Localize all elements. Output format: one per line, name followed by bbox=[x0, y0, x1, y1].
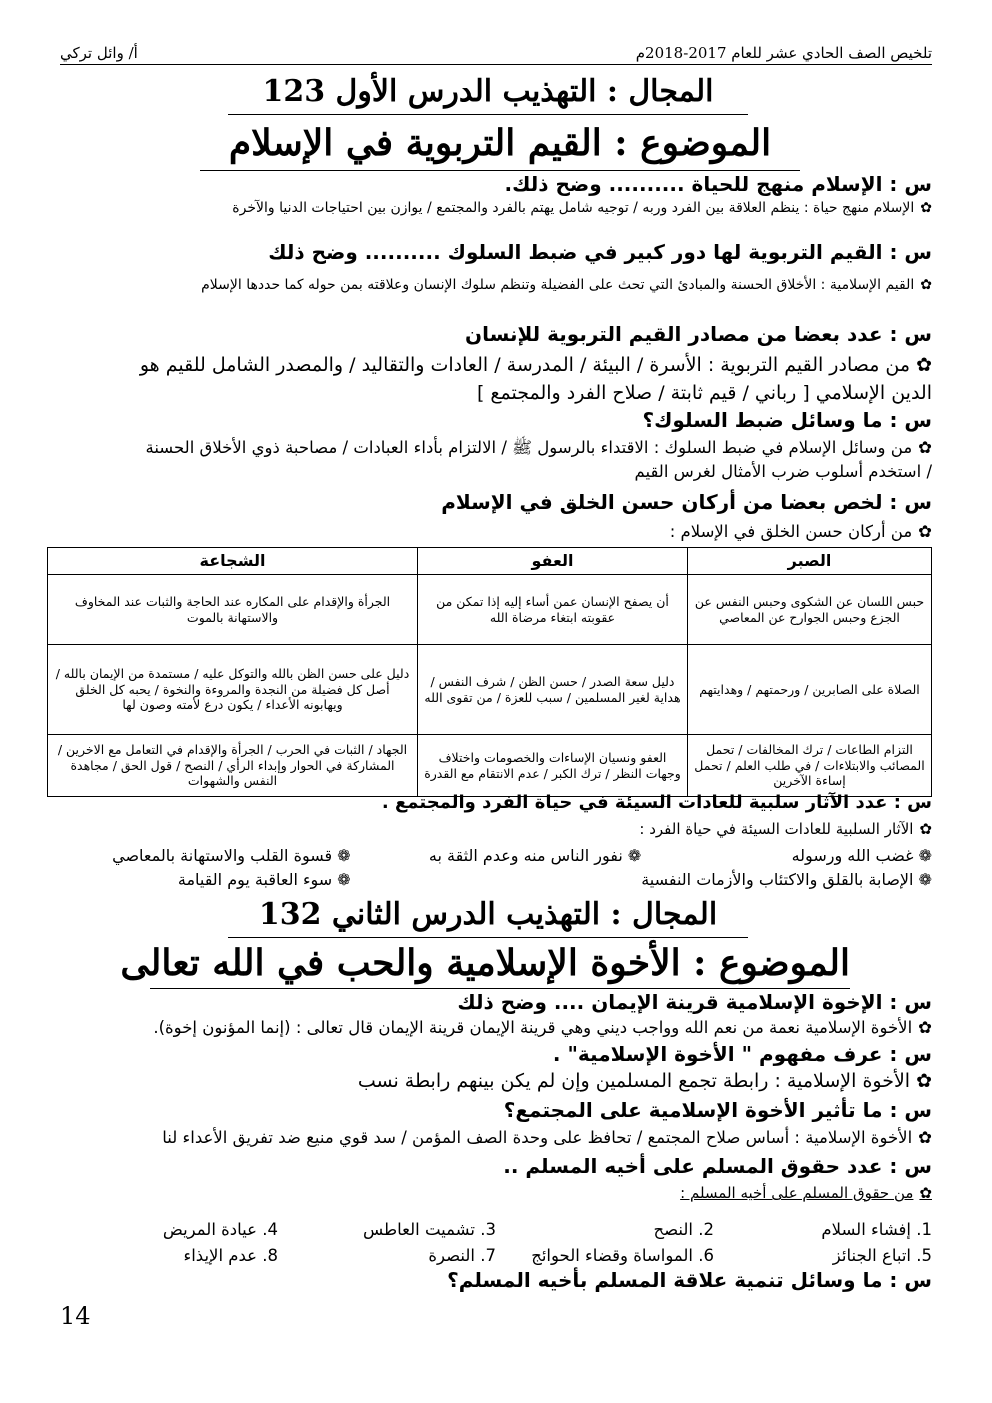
table-row bbox=[48, 575, 932, 645]
page-number: 14 bbox=[60, 1302, 91, 1330]
list-item: ❁ سوء العاقبة يوم القيامة bbox=[177, 870, 351, 889]
list-item: 8. عدم الإيذاء bbox=[183, 1246, 278, 1265]
table-row bbox=[48, 645, 932, 735]
flower-bullet-icon: ✿ bbox=[918, 1018, 932, 1037]
question-3: س : عدد بعضا من مصادر القيم التربوية للإنسان bbox=[465, 322, 932, 346]
rights-row-1 bbox=[60, 1220, 932, 1239]
table-cell: أن يصفح الإنسان عمن أساء إليه إذا تمكن من عقوبته ابتغاء مرضاة الله bbox=[418, 575, 688, 645]
table-header-row bbox=[48, 548, 932, 575]
question-5: س : لخص بعضا من أركان حسن الخلق في الإسلام bbox=[441, 490, 932, 514]
flower-bullet-icon: ✿ bbox=[919, 820, 932, 838]
table-header-cell: الشجاعة bbox=[48, 548, 418, 575]
question-6: س : عدد الآثار سلبية للعادات السيئة في حياة الفرد والمجتمع . bbox=[381, 792, 932, 813]
answer-3-line2: الدين الإسلامي [ رباني / قيم ثابتة / صلاح الفرد والمجتمع ] bbox=[476, 382, 932, 404]
lesson2-topic-title: الموضوع : الأخوة الإسلامية والحب في الله تعالى bbox=[150, 938, 850, 989]
rights-row-2 bbox=[60, 1246, 932, 1265]
list-item: 6. المواساة وقضاء الحوائج bbox=[531, 1246, 714, 1265]
flower-bullet-icon: ✿ bbox=[918, 1128, 932, 1147]
table-header-cell: الصبر bbox=[688, 548, 932, 575]
effects-row-1 bbox=[60, 846, 932, 865]
header-divider bbox=[60, 64, 932, 65]
table-cell: العفو ونسيان الإساءات والخصومات واختلاف وجهات النظر / ترك الكبر / عدم الانتقام مع القدرة bbox=[418, 735, 688, 797]
lesson1-topic-title: الموضوع : القيم التربوية في الإسلام bbox=[200, 118, 800, 171]
flower-bullet-icon: ✿ bbox=[920, 200, 932, 216]
answer-9: ✿الأخوة الإسلامية : أساس صلاح المجتمع / تحافظ على وحدة الصف المؤمن / سد قوي منيع ضد تفريق الأعداء لنا bbox=[162, 1128, 932, 1147]
sun-bullet-icon: ❁ bbox=[337, 870, 351, 889]
question-9: س : ما تأثير الأخوة الإسلامية على المجتمع؟ bbox=[503, 1098, 932, 1122]
sun-bullet-icon: ❁ bbox=[337, 846, 351, 865]
answer-7: ✿الأخوة الإسلامية نعمة من نعم الله وواجب ديني وهي قرينة الإيمان قرينة الإيمان قال تعالى : (إنما المؤنون إخوة). bbox=[153, 1018, 932, 1037]
virtues-table bbox=[47, 547, 932, 797]
answer-4-line1: ✿من وسائل الإسلام في ضبط السلوك : الاقتداء بالرسول ﷺ / الالتزام بأداء العبادات / مصاحبة ذوي الأخلاق الحسنة bbox=[145, 438, 932, 457]
list-item: ❁ غضب الله ورسوله bbox=[791, 846, 932, 865]
table-cell: دليل سعة الصدر / حسن الظن / شرف النفس / هداية لغير المسلمين / سبب للعزة / من تقوى الله bbox=[418, 645, 688, 735]
answer-2: ✿القيم الإسلامية : الأخلاق الحسنة والمبادئ التي تحث على الفضيلة وتنظم سلوك الإنسان وعلاقته بمن حوله كما حددها الإسلام bbox=[201, 277, 932, 293]
lesson1-domain-title: المجال : التهذيب الدرس الأول 123 bbox=[228, 72, 748, 115]
answer-5: ✿من أركان حسن الخلق في الإسلام : bbox=[669, 522, 932, 541]
list-item: ❁ الإصابة بالقلق والاكتئاب والأزمات النفسية bbox=[641, 870, 932, 889]
table-cell: الجرأة والإقدام على المكاره عند الحاجة والثبات عند المخاوف والاستهانة بالموت bbox=[48, 575, 418, 645]
effects-row-2 bbox=[60, 870, 932, 889]
question-8: س : عرف مفهوم " الأخوة الإسلامية" . bbox=[552, 1042, 932, 1066]
table-cell: الصلاة على الصابرين / ورحمتهم / وهدايتهم bbox=[688, 645, 932, 735]
table-cell: حبس اللسان عن الشكوى وحبس النفس عن الجزع وحبس الجوارح عن المعاصي bbox=[688, 575, 932, 645]
list-item: 3. تشميت العاطس bbox=[362, 1220, 496, 1239]
list-item: 1. إفشاء السلام bbox=[821, 1220, 932, 1239]
flower-bullet-icon: ✿ bbox=[918, 438, 932, 457]
sun-bullet-icon: ❁ bbox=[627, 846, 642, 865]
flower-bullet-icon: ✿ bbox=[918, 522, 932, 541]
table-cell: التزام الطاعات / ترك المخالفات / تحمل المصائب والابتلاءات / في طلب العلم / تحمل إساءة الآخرين bbox=[688, 735, 932, 797]
list-item: 5. اتباع الجنائز bbox=[832, 1246, 932, 1265]
lesson2-domain-title: المجال : التهذيب الدرس الثاني 132 bbox=[228, 895, 748, 938]
answer-1: ✿الإسلام منهج حياة : ينظم العلاقة بين الفرد وربه / توجيه شامل يهتم بالفرد والمجتمع / يوازن بين احتياجات الدنيا والآخرة bbox=[232, 200, 932, 216]
flower-bullet-icon: ✿ bbox=[920, 277, 932, 293]
list-item: 2. النصح bbox=[653, 1220, 714, 1239]
sun-bullet-icon: ❁ bbox=[918, 846, 932, 865]
answer-4-line2: / استخدم أسلوب ضرب الأمثال لغرس القيم bbox=[634, 462, 932, 481]
table-cell: الجهاد / الثبات في الحرب / الجرأة والإقدام في التعامل مع الاخرين / المشاركة في الحوار وإبداء الرأي / النصح / قول الحق / مجاهدة النفس والشهوات bbox=[48, 735, 418, 797]
list-item: 7. النصرة bbox=[428, 1246, 496, 1265]
header-author: أ/ وائل تركي bbox=[60, 44, 138, 62]
flower-bullet-icon: ✿ bbox=[916, 354, 932, 376]
question-10: س : عدد حقوق المسلم على أخيه المسلم .. bbox=[503, 1154, 932, 1178]
answer-3-line1: ✿من مصادر القيم التربوية : الأسرة / البيئة / المدرسة / العادات والتقاليد / والمصدر الشامل للقيم هو bbox=[139, 354, 932, 376]
question-1: س : الإسلام منهج للحياة .......... وضح ذلك. bbox=[504, 172, 932, 196]
table-row bbox=[48, 735, 932, 797]
question-2: س : القيم التربوية لها دور كبير في ضبط السلوك .......... وضح ذلك bbox=[268, 240, 932, 264]
header-title: تلخيص الصف الحادي عشر للعام 2017-2018م bbox=[635, 44, 932, 62]
flower-bullet-icon: ✿ bbox=[916, 1070, 932, 1092]
question-4: س : ما وسائل ضبط السلوك؟ bbox=[642, 408, 932, 432]
list-item: ❁ قسوة القلب والاستهانة بالمعاصي bbox=[112, 846, 351, 865]
list-item: ❁ نفور الناس منه وعدم الثقة به bbox=[428, 846, 642, 865]
list-item: 4. عيادة المريض bbox=[162, 1220, 278, 1239]
table-cell: دليل على حسن الظن بالله والتوكل عليه / مستمدة من الإيمان بالله / أصل كل فضيلة من النجدة والمروءة والنخوة / يحبه كل الخلق ويهابونه الأعداء / يكون درع لأمته وصون لها bbox=[48, 645, 418, 735]
answer-6: ✿الآثار السلبية للعادات السيئة في حياة الفرد : bbox=[639, 820, 932, 838]
answer-10: ✿من حقوق المسلم على أخيه المسلم : bbox=[680, 1184, 932, 1202]
question-11: س : ما وسائل تنمية علاقة المسلم بأخيه المسلم؟ bbox=[447, 1268, 932, 1292]
sun-bullet-icon: ❁ bbox=[918, 870, 932, 889]
table-header-cell: العفو bbox=[418, 548, 688, 575]
question-7: س : الإخوة الإسلامية قرينة الإيمان .... وضح ذلك bbox=[457, 990, 932, 1014]
answer-8: ✿الأخوة الإسلامية : رابطة تجمع المسلمين وإن لم يكن بينهم رابطة نسب bbox=[357, 1070, 932, 1092]
flower-bullet-icon: ✿ bbox=[919, 1184, 932, 1202]
